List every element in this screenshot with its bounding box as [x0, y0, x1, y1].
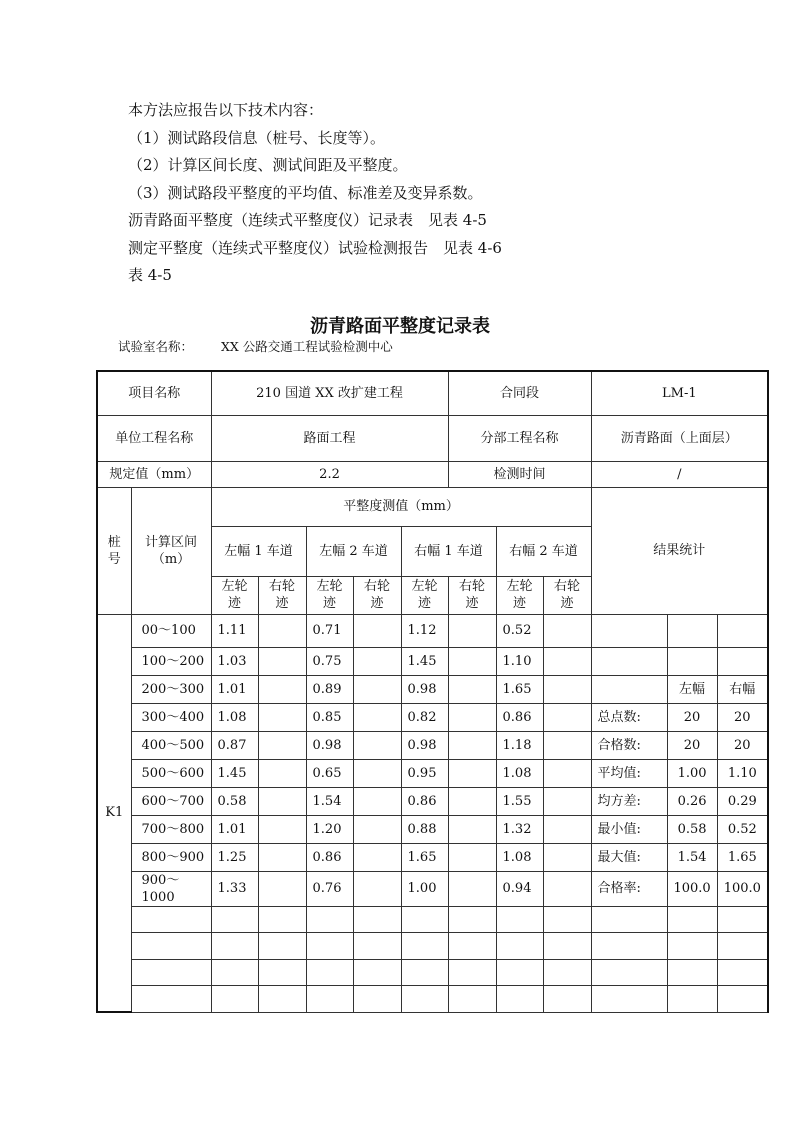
- value-cell: 1.55: [496, 787, 543, 815]
- value-cell: [448, 675, 496, 703]
- value-cell: [543, 675, 591, 703]
- stat-value: 20: [717, 703, 768, 731]
- table-row: [97, 614, 768, 647]
- project-value: 210 国道 XX 改扩建工程: [211, 371, 448, 415]
- value-cell: 1.18: [496, 731, 543, 759]
- spec-label: 规定值（mm）: [97, 461, 211, 487]
- table-row: [97, 843, 768, 871]
- value-cell: [543, 647, 591, 675]
- lab-name: [118, 337, 421, 355]
- value-cell: 0.86: [401, 787, 448, 815]
- stat-value: [717, 959, 768, 986]
- table-title: 沥青路面平整度记录表: [310, 316, 490, 337]
- intro-line: （1）测试路段信息（桩号、长度等）。: [128, 128, 386, 147]
- track-header-text: 左轮迹: [221, 579, 248, 611]
- value-cell: [258, 871, 306, 906]
- spec-value: 2.2: [211, 461, 448, 487]
- interval-cell: 00～100: [131, 614, 211, 647]
- stat-label: [591, 986, 667, 1013]
- value-cell: [258, 787, 306, 815]
- value-cell: [543, 759, 591, 787]
- result-header: 结果统计: [591, 487, 768, 614]
- stat-value: [667, 933, 717, 960]
- value-cell: [401, 959, 448, 986]
- value-cell: [448, 959, 496, 986]
- interval-cell: [131, 986, 211, 1013]
- track-header: [401, 576, 448, 614]
- value-cell: 0.76: [306, 871, 353, 906]
- table-row: [97, 871, 768, 906]
- value-cell: [353, 871, 401, 906]
- interval-cell: 200～300: [131, 675, 211, 703]
- value-cell: [353, 986, 401, 1013]
- value-cell: [211, 959, 258, 986]
- stat-value: [717, 647, 768, 675]
- track-header: [306, 576, 353, 614]
- stat-label: 最大值:: [591, 843, 667, 871]
- stat-value: 1.65: [717, 843, 768, 871]
- stat-value: 0.58: [667, 815, 717, 843]
- track-header: [353, 576, 401, 614]
- track-header-text: 右轮迹: [269, 579, 296, 611]
- stat-value: [717, 933, 768, 960]
- value-cell: [353, 906, 401, 933]
- date-label: 检测时间: [448, 461, 591, 487]
- intro-line: （3）测试路段平整度的平均值、标准差及变异系数。: [128, 183, 483, 202]
- table-row: [97, 986, 768, 1013]
- stat-value: 100.0: [717, 871, 768, 906]
- track-header-text: 左轮迹: [411, 579, 438, 611]
- stat-label: 合格率:: [591, 871, 667, 906]
- value-cell: [353, 759, 401, 787]
- lane-header: 左幅 2 车道: [306, 526, 401, 576]
- value-cell: [448, 703, 496, 731]
- value-cell: [543, 906, 591, 933]
- table-row: [97, 815, 768, 843]
- value-cell: [353, 843, 401, 871]
- stat-value: 1.54: [667, 843, 717, 871]
- value-cell: 0.95: [401, 759, 448, 787]
- stat-label: [591, 614, 667, 647]
- intro-line: （2）计算区间长度、测试间距及平整度。: [128, 156, 408, 174]
- value-cell: [448, 787, 496, 815]
- track-header: [496, 576, 543, 614]
- value-cell: [543, 986, 591, 1013]
- value-cell: [543, 959, 591, 986]
- table-row: [97, 906, 768, 933]
- stat-value: [717, 986, 768, 1013]
- value-cell: [353, 933, 401, 960]
- value-cell: [543, 614, 591, 647]
- track-header-text: 右轮迹: [459, 579, 486, 611]
- track-header: [258, 576, 306, 614]
- station-header-text: 桩号: [107, 534, 121, 567]
- stat-label: 总点数:: [591, 703, 667, 731]
- stat-value: 20: [717, 731, 768, 759]
- table-row: [97, 933, 768, 960]
- value-cell: 0.86: [496, 703, 543, 731]
- interval-cell: [131, 959, 211, 986]
- station-cell: K1: [97, 614, 131, 1012]
- stat-value: [667, 959, 717, 986]
- value-cell: [258, 986, 306, 1013]
- value-cell: [211, 906, 258, 933]
- value-cell: [543, 933, 591, 960]
- value-cell: [448, 731, 496, 759]
- value-cell: [448, 871, 496, 906]
- value-cell: 1.12: [401, 614, 448, 647]
- value-cell: [353, 614, 401, 647]
- stat-label: [591, 959, 667, 986]
- value-cell: 1.20: [306, 815, 353, 843]
- value-cell: [543, 703, 591, 731]
- stat-label: [591, 675, 667, 703]
- stat-value: 左幅: [667, 675, 717, 703]
- stat-value: [667, 614, 717, 647]
- value-cell: [496, 933, 543, 960]
- stat-value: 右幅: [717, 675, 768, 703]
- value-cell: [543, 843, 591, 871]
- track-header-text: 左轮迹: [316, 579, 343, 611]
- value-cell: [258, 759, 306, 787]
- value-cell: 0.88: [401, 815, 448, 843]
- stat-value: 20: [667, 731, 717, 759]
- stat-value: [667, 986, 717, 1013]
- station-header: [97, 487, 131, 614]
- value-cell: [258, 614, 306, 647]
- lab-value: XX 公路交通工程试验检测中心: [221, 339, 393, 354]
- interval-header-text: 计算区间（m）: [145, 534, 198, 567]
- value-cell: [353, 959, 401, 986]
- track-header: [448, 576, 496, 614]
- stat-value: [667, 906, 717, 933]
- interval-header: [131, 487, 211, 614]
- value-cell: 0.85: [306, 703, 353, 731]
- project-label: 项目名称: [97, 371, 211, 415]
- intro-line: 本方法应报告以下技术内容：: [128, 101, 324, 119]
- lab-label: 试验室名称：: [118, 339, 194, 354]
- value-cell: [258, 933, 306, 960]
- track-header-text: 右轮迹: [364, 579, 391, 611]
- value-cell: 1.54: [306, 787, 353, 815]
- value-cell: [306, 906, 353, 933]
- value-cell: 0.65: [306, 759, 353, 787]
- value-cell: 1.32: [496, 815, 543, 843]
- value-cell: [543, 731, 591, 759]
- value-cell: [258, 815, 306, 843]
- stat-label: 平均值:: [591, 759, 667, 787]
- interval-cell: 600～700: [131, 787, 211, 815]
- value-cell: [448, 906, 496, 933]
- value-cell: [258, 959, 306, 986]
- value-cell: [543, 871, 591, 906]
- table-row: [97, 959, 768, 986]
- value-cell: 0.75: [306, 647, 353, 675]
- value-cell: [496, 906, 543, 933]
- value-cell: [448, 647, 496, 675]
- value-cell: 1.08: [496, 843, 543, 871]
- value-cell: [353, 675, 401, 703]
- value-cell: 1.45: [211, 759, 258, 787]
- unit-value: 路面工程: [211, 415, 448, 461]
- track-header-text: 左轮迹: [506, 579, 533, 611]
- value-cell: 1.03: [211, 647, 258, 675]
- interval-cell: 700～800: [131, 815, 211, 843]
- value-cell: [353, 731, 401, 759]
- stat-value: 0.52: [717, 815, 768, 843]
- interval-cell: 400～500: [131, 731, 211, 759]
- value-cell: 1.10: [496, 647, 543, 675]
- table-row: [97, 731, 768, 759]
- value-cell: [353, 787, 401, 815]
- value-cell: 1.11: [211, 614, 258, 647]
- value-cell: 1.08: [211, 703, 258, 731]
- stat-value: 0.29: [717, 787, 768, 815]
- date-value: /: [591, 461, 768, 487]
- value-cell: [448, 843, 496, 871]
- interval-cell: 500～600: [131, 759, 211, 787]
- value-cell: 0.58: [211, 787, 258, 815]
- stat-label: [591, 647, 667, 675]
- value-cell: [258, 675, 306, 703]
- value-cell: [353, 703, 401, 731]
- value-cell: [448, 933, 496, 960]
- measured-header: 平整度测值（mm）: [211, 487, 591, 526]
- value-cell: 0.89: [306, 675, 353, 703]
- stat-label: 最小值:: [591, 815, 667, 843]
- value-cell: [353, 815, 401, 843]
- value-cell: 0.98: [306, 731, 353, 759]
- value-cell: [258, 843, 306, 871]
- value-cell: [258, 731, 306, 759]
- stat-label: [591, 906, 667, 933]
- stat-value: 1.00: [667, 759, 717, 787]
- stat-label: 合格数:: [591, 731, 667, 759]
- stat-value: 1.10: [717, 759, 768, 787]
- value-cell: [496, 959, 543, 986]
- value-cell: [448, 614, 496, 647]
- lane-header: 右幅 2 车道: [496, 526, 591, 576]
- stat-value: 0.26: [667, 787, 717, 815]
- value-cell: [496, 986, 543, 1013]
- value-cell: [258, 906, 306, 933]
- value-cell: 1.65: [401, 843, 448, 871]
- value-cell: [211, 933, 258, 960]
- data-body: [97, 614, 768, 1012]
- value-cell: 1.08: [496, 759, 543, 787]
- interval-cell: 900～1000: [131, 871, 211, 906]
- contract-label: 合同段: [448, 371, 591, 415]
- value-cell: 1.65: [496, 675, 543, 703]
- record-table: [96, 370, 769, 1013]
- interval-cell: [131, 906, 211, 933]
- value-cell: [306, 959, 353, 986]
- value-cell: [211, 986, 258, 1013]
- value-cell: 0.71: [306, 614, 353, 647]
- table-row: [97, 759, 768, 787]
- value-cell: [306, 933, 353, 960]
- value-cell: 0.98: [401, 731, 448, 759]
- value-cell: [258, 647, 306, 675]
- value-cell: [448, 759, 496, 787]
- value-cell: 0.94: [496, 871, 543, 906]
- intro-line: 沥青路面平整度（连续式平整度仪）记录表 见表 4-5: [128, 211, 487, 229]
- stat-label: 均方差:: [591, 787, 667, 815]
- interval-cell: 100～200: [131, 647, 211, 675]
- sub-label: 分部工程名称: [448, 415, 591, 461]
- intro-line: 表 4-5: [128, 266, 172, 284]
- unit-label: 单位工程名称: [97, 415, 211, 461]
- stat-label: [591, 933, 667, 960]
- lane-header: 右幅 1 车道: [401, 526, 496, 576]
- value-cell: 1.01: [211, 675, 258, 703]
- value-cell: [401, 986, 448, 1013]
- track-header-text: 右轮迹: [554, 579, 581, 611]
- value-cell: [543, 815, 591, 843]
- track-header: [543, 576, 591, 614]
- value-cell: [448, 986, 496, 1013]
- interval-cell: [131, 933, 211, 960]
- value-cell: 1.01: [211, 815, 258, 843]
- stat-value: [667, 647, 717, 675]
- value-cell: 0.98: [401, 675, 448, 703]
- value-cell: [401, 906, 448, 933]
- value-cell: [353, 647, 401, 675]
- sub-value: 沥青路面（上面层）: [591, 415, 768, 461]
- table-row: [97, 647, 768, 675]
- table-row: [97, 787, 768, 815]
- value-cell: 1.25: [211, 843, 258, 871]
- value-cell: 1.33: [211, 871, 258, 906]
- lane-header: 左幅 1 车道: [211, 526, 306, 576]
- value-cell: 0.86: [306, 843, 353, 871]
- stat-value: 100.0: [667, 871, 717, 906]
- value-cell: 1.45: [401, 647, 448, 675]
- stat-value: 20: [667, 703, 717, 731]
- intro-text: [128, 97, 748, 290]
- interval-cell: 800～900: [131, 843, 211, 871]
- value-cell: 0.87: [211, 731, 258, 759]
- value-cell: [258, 703, 306, 731]
- stat-value: [717, 906, 768, 933]
- value-cell: [448, 815, 496, 843]
- value-cell: [401, 933, 448, 960]
- value-cell: 0.52: [496, 614, 543, 647]
- table-row: [97, 675, 768, 703]
- interval-cell: 300～400: [131, 703, 211, 731]
- value-cell: 1.00: [401, 871, 448, 906]
- value-cell: [306, 986, 353, 1013]
- stat-value: [717, 614, 768, 647]
- contract-value: LM-1: [591, 371, 768, 415]
- intro-line: 测定平整度（连续式平整度仪）试验检测报告 见表 4-6: [128, 238, 502, 257]
- table-row: [97, 703, 768, 731]
- value-cell: 0.82: [401, 703, 448, 731]
- track-header: [211, 576, 258, 614]
- value-cell: [543, 787, 591, 815]
